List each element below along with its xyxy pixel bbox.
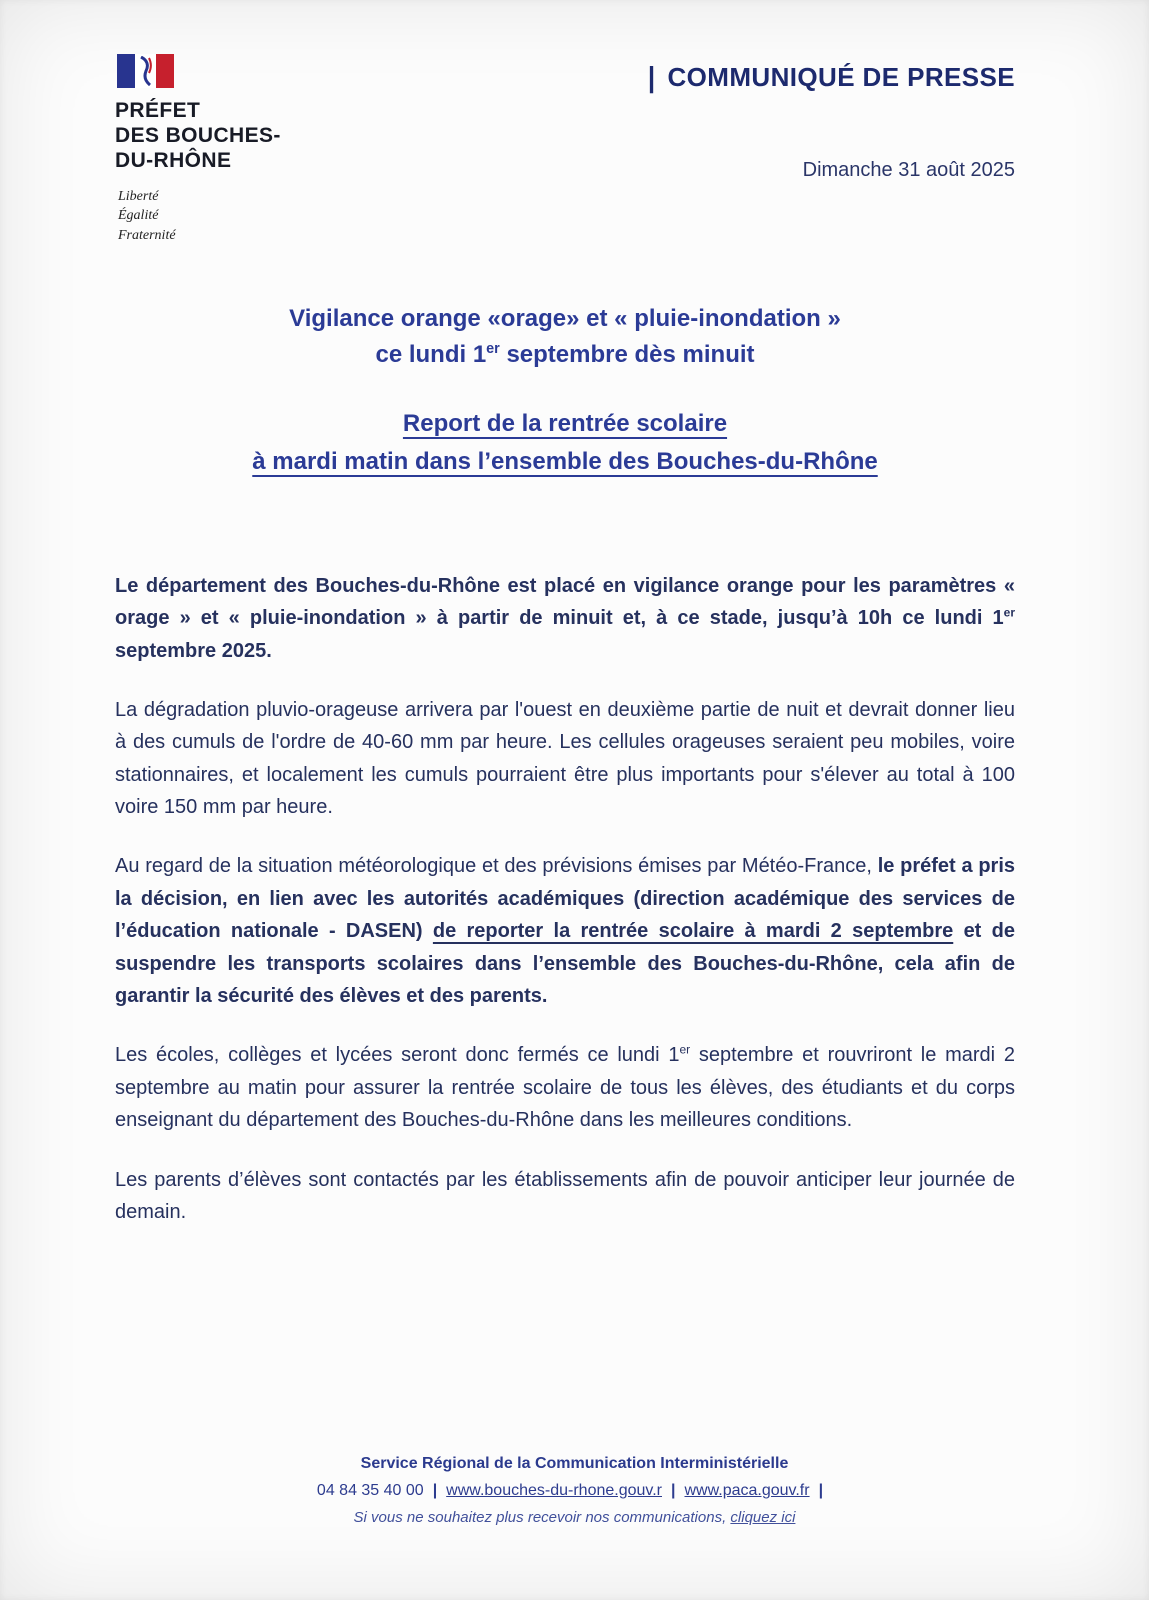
footer-service-name: Service Régional de la Communication Interministérielle bbox=[360, 1455, 789, 1472]
subtitle-line2 bbox=[115, 443, 1015, 480]
prefecture-name bbox=[115, 98, 281, 174]
paragraph-vigilance bbox=[115, 570, 1015, 667]
header-right bbox=[648, 48, 1015, 182]
separator-bar-icon: | bbox=[432, 1482, 438, 1499]
paragraph-decision-underline: de reporter la rentrée scolaire à mardi 2 septembre bbox=[432, 920, 954, 943]
paragraph-decision-bold: le préfet a pris la décision, en lien avec les autorités académiques (direction académique des services de l’éducation nationale - DASEN) bbox=[115, 855, 1015, 943]
motto-liberte: Liberté bbox=[118, 188, 159, 204]
main-title-line2-post: septembre dès minuit bbox=[499, 341, 755, 369]
main-title-line2-pre: ce lundi 1 bbox=[375, 341, 487, 369]
link-paca-site[interactable]: www.paca.gouv.fr bbox=[684, 1482, 810, 1499]
subtitle-line1 bbox=[115, 405, 1015, 442]
footer-unsubscribe-line bbox=[0, 1509, 1149, 1526]
paragraph-decision-intro: Au regard de la situation météorologique et des prévisions émises par Météo-France, bbox=[115, 855, 878, 878]
republic-motto bbox=[118, 187, 281, 246]
paragraph-degradation: La dégradation pluvio-orageuse arrivera par l'ouest en deuxième partie de nuit et devrait donner lieu à des cumuls de l'ordre de 40-60 mm par heure. Les cellules orageuses seraient peu mobiles, voire stationnaires, et localement les cumuls pourraient être plus importants pour s'élever au total à 100 voire 150 mm par heure. bbox=[115, 698, 1015, 819]
paragraph-decision bbox=[115, 850, 1015, 1012]
footer-phone: 04 84 35 40 00 bbox=[316, 1482, 424, 1499]
prefecture-name-line2: DES BOUCHES- bbox=[115, 124, 281, 148]
paragraph-vigilance-text: Le département des Bouches-du-Rhône est placé en vigilance orange pour les paramètres « orage » et « pluie-inondation » à partir de minuit et, à ce stade, jusqu’à 10h ce lundi 1 bbox=[115, 574, 1015, 630]
unsubscribe-text: Si vous ne souhaitez plus recevoir nos communications, bbox=[353, 1509, 731, 1526]
main-title-line2 bbox=[115, 337, 1015, 373]
press-release-label-text: COMMUNIQUÉ DE PRESSE bbox=[667, 62, 1015, 92]
ordinal-superscript: er bbox=[679, 1042, 691, 1057]
paragraph-ecoles-text: Les écoles, collèges et lycées seront donc fermés ce lundi 1 bbox=[115, 1044, 680, 1067]
paragraph-ecoles bbox=[115, 1039, 1015, 1136]
paragraph-parents: Les parents d’élèves sont contactés par les établissements afin de pouvoir anticiper leur journée de demain. bbox=[115, 1168, 1015, 1223]
french-flag-icon bbox=[117, 54, 174, 88]
paragraph-vigilance-end: septembre 2025. bbox=[115, 639, 272, 662]
footer-contact-line bbox=[0, 1482, 1149, 1500]
body-text bbox=[115, 570, 1015, 1229]
ordinal-superscript: er bbox=[1003, 605, 1015, 620]
header bbox=[115, 48, 1015, 245]
subtitle-line2-text: à mardi matin dans l’ensemble des Bouches-du-Rhône bbox=[252, 447, 878, 475]
prefecture-name-line1: PRÉFET bbox=[115, 99, 201, 122]
vertical-bar-icon: | bbox=[647, 60, 656, 94]
subtitle-line1-text: Report de la rentrée scolaire bbox=[402, 410, 728, 438]
main-title-line1: Vigilance orange «orage» et « pluie-inondation » bbox=[289, 305, 841, 333]
marianne-silhouette-icon bbox=[137, 56, 154, 86]
press-release-label bbox=[648, 62, 1015, 93]
separator-bar-icon: | bbox=[671, 1482, 676, 1499]
flag-blue-band bbox=[117, 54, 135, 88]
paragraph-ecoles-end: septembre et rouvriront le mardi 2 septembre au matin pour assurer la rentrée scolaire de tous les élèves, des étudiants et du corps enseignant du département des Bouches-du-Rhône dans les meilleures conditions. bbox=[115, 1044, 1015, 1132]
footer bbox=[0, 1455, 1149, 1526]
ordinal-superscript: er bbox=[486, 341, 500, 358]
separator-bar-icon: | bbox=[818, 1482, 824, 1499]
prefecture-logo bbox=[115, 48, 281, 245]
paragraph-decision-end: et de suspendre les transports scolaires dans l’ensemble des Bouches-du-Rhône, cela afin de garantir la sécurité des élèves et des parents. bbox=[115, 920, 1015, 1008]
document-date: Dimanche 31 août 2025 bbox=[802, 159, 1015, 181]
motto-fraternite: Fraternité bbox=[118, 227, 176, 243]
prefecture-name-line3: DU-RHÔNE bbox=[115, 149, 232, 173]
motto-egalite: Égalité bbox=[118, 208, 159, 224]
unsubscribe-link[interactable]: cliquez ici bbox=[730, 1509, 796, 1526]
main-title bbox=[115, 301, 1015, 373]
subtitle bbox=[115, 405, 1015, 479]
link-bouches-du-rhone-site[interactable]: www.bouches-du-rhone.gouv.r bbox=[446, 1482, 662, 1499]
flag-white-band bbox=[135, 54, 155, 88]
flag-red-band bbox=[156, 54, 174, 88]
